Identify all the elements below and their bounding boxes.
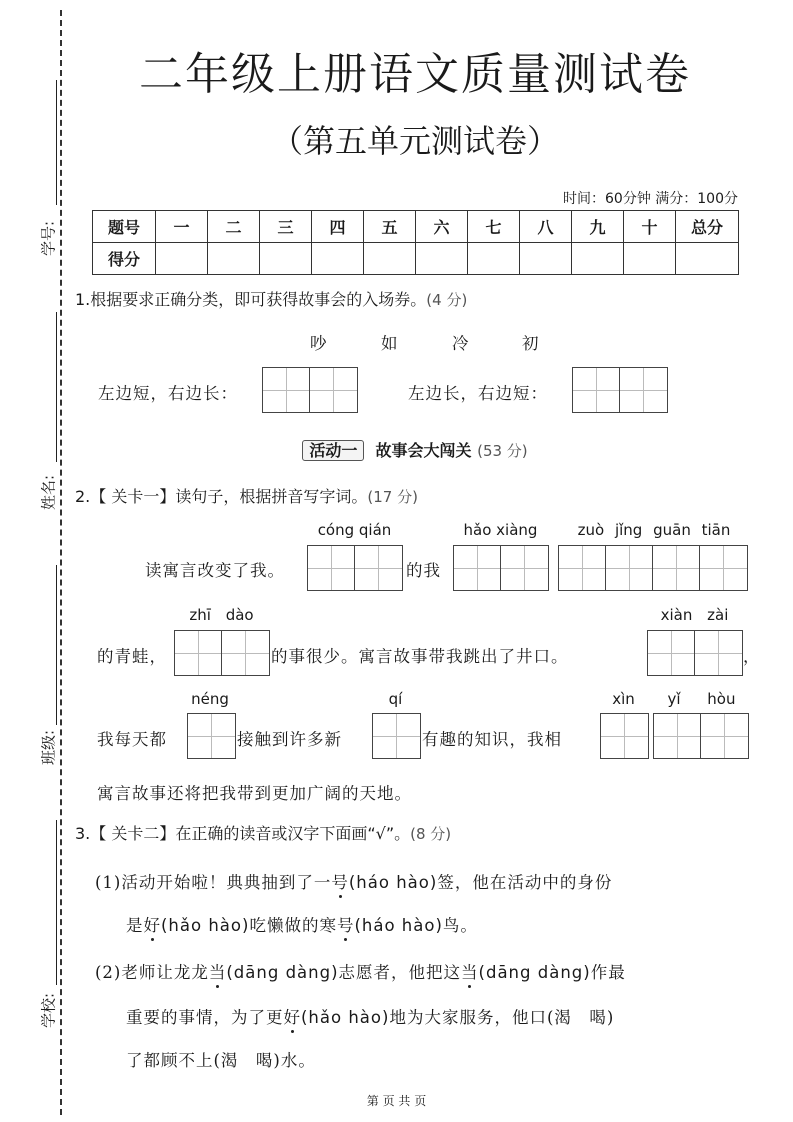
score-cell[interactable]: [416, 243, 468, 275]
q1-char: 初: [522, 334, 540, 353]
score-cell[interactable]: [364, 243, 416, 275]
pinyin: zhī dào: [189, 606, 254, 624]
score-header-cell: 四: [312, 211, 364, 243]
writing-cell[interactable]: [700, 546, 747, 590]
q1-label-b: 左边长，右边短：: [408, 384, 548, 403]
sentence-text: 读寓言改变了我。: [145, 561, 285, 580]
writing-cell[interactable]: [501, 546, 548, 590]
page-title: 二年级上册语文质量测试卷: [139, 49, 691, 100]
score-header-cell: 六: [416, 211, 468, 243]
writing-cell[interactable]: [606, 546, 653, 590]
writing-cell[interactable]: [695, 631, 742, 675]
pinyin: xiàn zài: [660, 606, 729, 624]
answer-grid[interactable]: [600, 713, 649, 759]
pinyin: zuò jǐng guān tiān: [577, 521, 731, 539]
answer-grid[interactable]: [372, 713, 421, 759]
writing-cell[interactable]: [373, 714, 420, 758]
score-row-label: 得分: [93, 243, 156, 275]
writing-cell[interactable]: [454, 546, 501, 590]
q3-line: 是好(hǎo hào)吃懒做的寒号(háo hào)鸟。: [126, 916, 478, 935]
score-header-cell: 七: [468, 211, 520, 243]
answer-grid[interactable]: [307, 545, 403, 591]
score-header-cell: 三: [260, 211, 312, 243]
score-header-cell: 九: [572, 211, 624, 243]
sentence-text: 接触到许多新: [237, 730, 342, 749]
writing-cell[interactable]: [648, 631, 695, 675]
writing-cell[interactable]: [222, 631, 269, 675]
answer-grid[interactable]: [558, 545, 748, 591]
score-header-cell: 十: [624, 211, 676, 243]
score-cell[interactable]: [260, 243, 312, 275]
page-subtitle: （第五单元测试卷）: [270, 122, 559, 160]
answer-grid[interactable]: [174, 630, 270, 676]
score-cell[interactable]: [156, 243, 208, 275]
pinyin: néng: [191, 690, 229, 708]
score-cell[interactable]: [624, 243, 676, 275]
writing-cell[interactable]: [559, 546, 606, 590]
sentence-text: 的青蛙，: [97, 647, 167, 666]
writing-cell[interactable]: [175, 631, 222, 675]
sentence-text: ，: [743, 647, 761, 666]
activity-heading: 活动一 故事会大闯关 (53 分): [0, 438, 793, 461]
score-table: [92, 210, 739, 275]
score-header-cell: 五: [364, 211, 416, 243]
score-cell[interactable]: [312, 243, 364, 275]
writing-cell[interactable]: [308, 546, 355, 590]
sentence-text: 寓言故事还将把我带到更加广阔的天地。: [97, 784, 412, 803]
q3-line: (1)活动开始啦！典典抽到了一号(háo hào)签，他在活动中的身份: [95, 873, 613, 892]
pinyin: yǐ hòu: [667, 690, 736, 708]
pinyin: xìn: [612, 690, 635, 708]
writing-cell[interactable]: [653, 546, 700, 590]
question-3-title: 3.【 关卡二】在正确的读音或汉字下面画“√”。(8 分): [75, 824, 452, 843]
binding-line: [60, 10, 62, 1115]
q1-char: 吵: [310, 334, 328, 353]
writing-cell[interactable]: [573, 368, 620, 412]
activity-badge: 活动一: [302, 440, 364, 461]
writing-cell[interactable]: [188, 714, 235, 758]
score-cell[interactable]: [468, 243, 520, 275]
writing-cell[interactable]: [310, 368, 357, 412]
sentence-text: 的我: [406, 561, 441, 580]
score-cell[interactable]: [676, 243, 739, 275]
answer-grid[interactable]: [453, 545, 549, 591]
question-1-title: 1.根据要求正确分类，即可获得故事会的入场券。(4 分): [75, 290, 468, 309]
answer-grid[interactable]: [647, 630, 743, 676]
sentence-text: 有趣的知识，我相: [422, 730, 562, 749]
pinyin: hǎo xiàng: [463, 521, 538, 539]
answer-grid[interactable]: [187, 713, 236, 759]
score-header-cell: 题号: [93, 211, 156, 243]
q3-line: 了都顾不上(渴 喝)水。: [126, 1051, 316, 1070]
q1-char: 如: [381, 334, 399, 353]
writing-cell[interactable]: [620, 368, 667, 412]
page-footer: 第 页 共 页: [366, 1094, 427, 1108]
score-header-cell: 一: [156, 211, 208, 243]
score-cell[interactable]: [572, 243, 624, 275]
score-header-cell: 八: [520, 211, 572, 243]
score-header-cell: 总分: [676, 211, 739, 243]
question-2-title: 2.【 关卡一】读句子，根据拼音写字词。(17 分): [75, 487, 418, 506]
pinyin: qí: [388, 690, 403, 708]
writing-cell[interactable]: [263, 368, 310, 412]
answer-grid[interactable]: [572, 367, 668, 413]
writing-cell[interactable]: [701, 714, 748, 758]
answer-grid[interactable]: [262, 367, 358, 413]
writing-cell[interactable]: [654, 714, 701, 758]
pinyin: cóng qián: [317, 521, 392, 539]
writing-cell[interactable]: [601, 714, 648, 758]
q3-line: 重要的事情，为了更好(hǎo hào)地为大家服务，他口(渴 喝): [126, 1008, 615, 1027]
writing-cell[interactable]: [355, 546, 402, 590]
time-info: 时间：60分钟 满分：100分: [563, 191, 738, 207]
answer-grid[interactable]: [653, 713, 749, 759]
q3-line: (2)老师让龙龙当(dāng dàng)志愿者，他把这当(dāng dàng)作最: [95, 963, 626, 982]
score-cell[interactable]: [520, 243, 572, 275]
sentence-text: 我每天都: [97, 730, 167, 749]
sentence-text: 的事很少。寓言故事带我跳出了井口。: [271, 647, 569, 666]
score-header-cell: 二: [208, 211, 260, 243]
score-cell[interactable]: [208, 243, 260, 275]
q1-label-a: 左边短，右边长：: [98, 384, 238, 403]
q1-char: 冷: [452, 334, 470, 353]
